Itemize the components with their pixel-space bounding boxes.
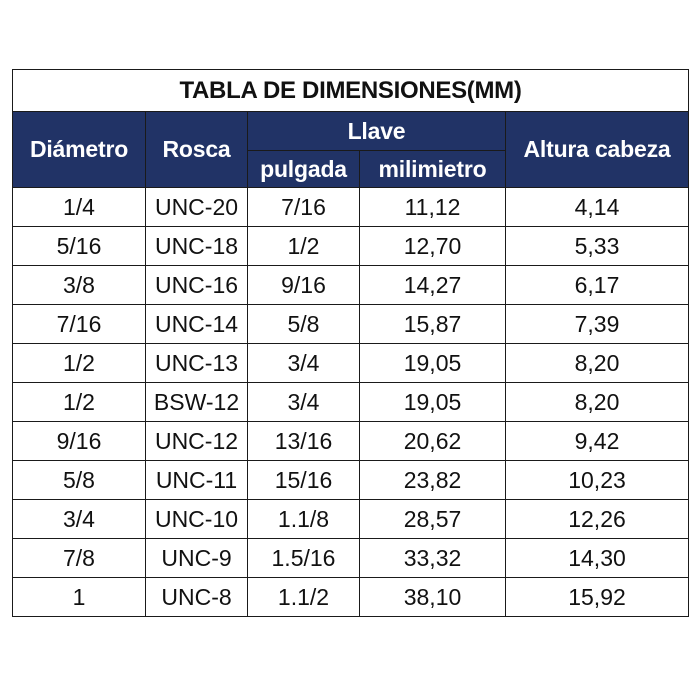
cell-diametro: 7/8 — [13, 539, 146, 578]
table-row — [13, 578, 689, 617]
cell-rosca: UNC-12 — [146, 422, 248, 461]
cell-diametro: 1/2 — [13, 383, 146, 422]
cell-altura-cabeza: 10,23 — [506, 461, 689, 500]
cell-milimetro: 20,62 — [360, 422, 506, 461]
cell-altura-cabeza: 8,20 — [506, 344, 689, 383]
cell-pulgada: 1.5/16 — [248, 539, 360, 578]
cell-milimetro: 12,70 — [360, 227, 506, 266]
cell-pulgada: 1/2 — [248, 227, 360, 266]
header-llave: Llave — [248, 112, 506, 151]
cell-milimetro: 33,32 — [360, 539, 506, 578]
cell-pulgada: 5/8 — [248, 305, 360, 344]
table-row — [13, 461, 689, 500]
cell-altura-cabeza: 7,39 — [506, 305, 689, 344]
table-row — [13, 227, 689, 266]
cell-diametro: 5/8 — [13, 461, 146, 500]
cell-milimetro: 11,12 — [360, 188, 506, 227]
cell-diametro: 3/4 — [13, 500, 146, 539]
cell-rosca: UNC-8 — [146, 578, 248, 617]
table-body — [13, 188, 689, 617]
header-milimetro: milimietro — [360, 151, 506, 188]
cell-rosca: UNC-10 — [146, 500, 248, 539]
cell-diametro: 1 — [13, 578, 146, 617]
table-row — [13, 539, 689, 578]
header-altura-cabeza: Altura cabeza — [506, 112, 689, 188]
cell-milimetro: 19,05 — [360, 383, 506, 422]
cell-milimetro: 38,10 — [360, 578, 506, 617]
cell-milimetro: 14,27 — [360, 266, 506, 305]
cell-rosca: BSW-12 — [146, 383, 248, 422]
cell-diametro: 1/4 — [13, 188, 146, 227]
header-pulgada: pulgada — [248, 151, 360, 188]
table-row — [13, 500, 689, 539]
cell-altura-cabeza: 12,26 — [506, 500, 689, 539]
cell-diametro: 7/16 — [13, 305, 146, 344]
cell-altura-cabeza: 15,92 — [506, 578, 689, 617]
table-row — [13, 422, 689, 461]
cell-milimetro: 19,05 — [360, 344, 506, 383]
cell-pulgada: 15/16 — [248, 461, 360, 500]
cell-altura-cabeza: 14,30 — [506, 539, 689, 578]
table-row — [13, 266, 689, 305]
cell-pulgada: 3/4 — [248, 344, 360, 383]
cell-diametro: 1/2 — [13, 344, 146, 383]
header-diametro: Diámetro — [13, 112, 146, 188]
cell-altura-cabeza: 4,14 — [506, 188, 689, 227]
dimensions-table-container — [12, 69, 688, 617]
cell-pulgada: 1.1/2 — [248, 578, 360, 617]
cell-rosca: UNC-16 — [146, 266, 248, 305]
cell-rosca: UNC-18 — [146, 227, 248, 266]
header-rosca: Rosca — [146, 112, 248, 188]
table-row — [13, 383, 689, 422]
cell-diametro: 9/16 — [13, 422, 146, 461]
table-row — [13, 344, 689, 383]
table-row — [13, 188, 689, 227]
cell-pulgada: 13/16 — [248, 422, 360, 461]
cell-milimetro: 28,57 — [360, 500, 506, 539]
cell-pulgada: 1.1/8 — [248, 500, 360, 539]
cell-rosca: UNC-9 — [146, 539, 248, 578]
cell-rosca: UNC-11 — [146, 461, 248, 500]
cell-pulgada: 3/4 — [248, 383, 360, 422]
cell-altura-cabeza: 5,33 — [506, 227, 689, 266]
cell-milimetro: 23,82 — [360, 461, 506, 500]
table-title: TABLA DE DIMENSIONES(MM) — [13, 70, 689, 112]
cell-diametro: 3/8 — [13, 266, 146, 305]
cell-pulgada: 7/16 — [248, 188, 360, 227]
table-row — [13, 305, 689, 344]
dimensions-table — [12, 69, 689, 617]
cell-rosca: UNC-20 — [146, 188, 248, 227]
cell-altura-cabeza: 6,17 — [506, 266, 689, 305]
cell-altura-cabeza: 8,20 — [506, 383, 689, 422]
cell-diametro: 5/16 — [13, 227, 146, 266]
cell-altura-cabeza: 9,42 — [506, 422, 689, 461]
cell-pulgada: 9/16 — [248, 266, 360, 305]
cell-rosca: UNC-14 — [146, 305, 248, 344]
cell-rosca: UNC-13 — [146, 344, 248, 383]
cell-milimetro: 15,87 — [360, 305, 506, 344]
